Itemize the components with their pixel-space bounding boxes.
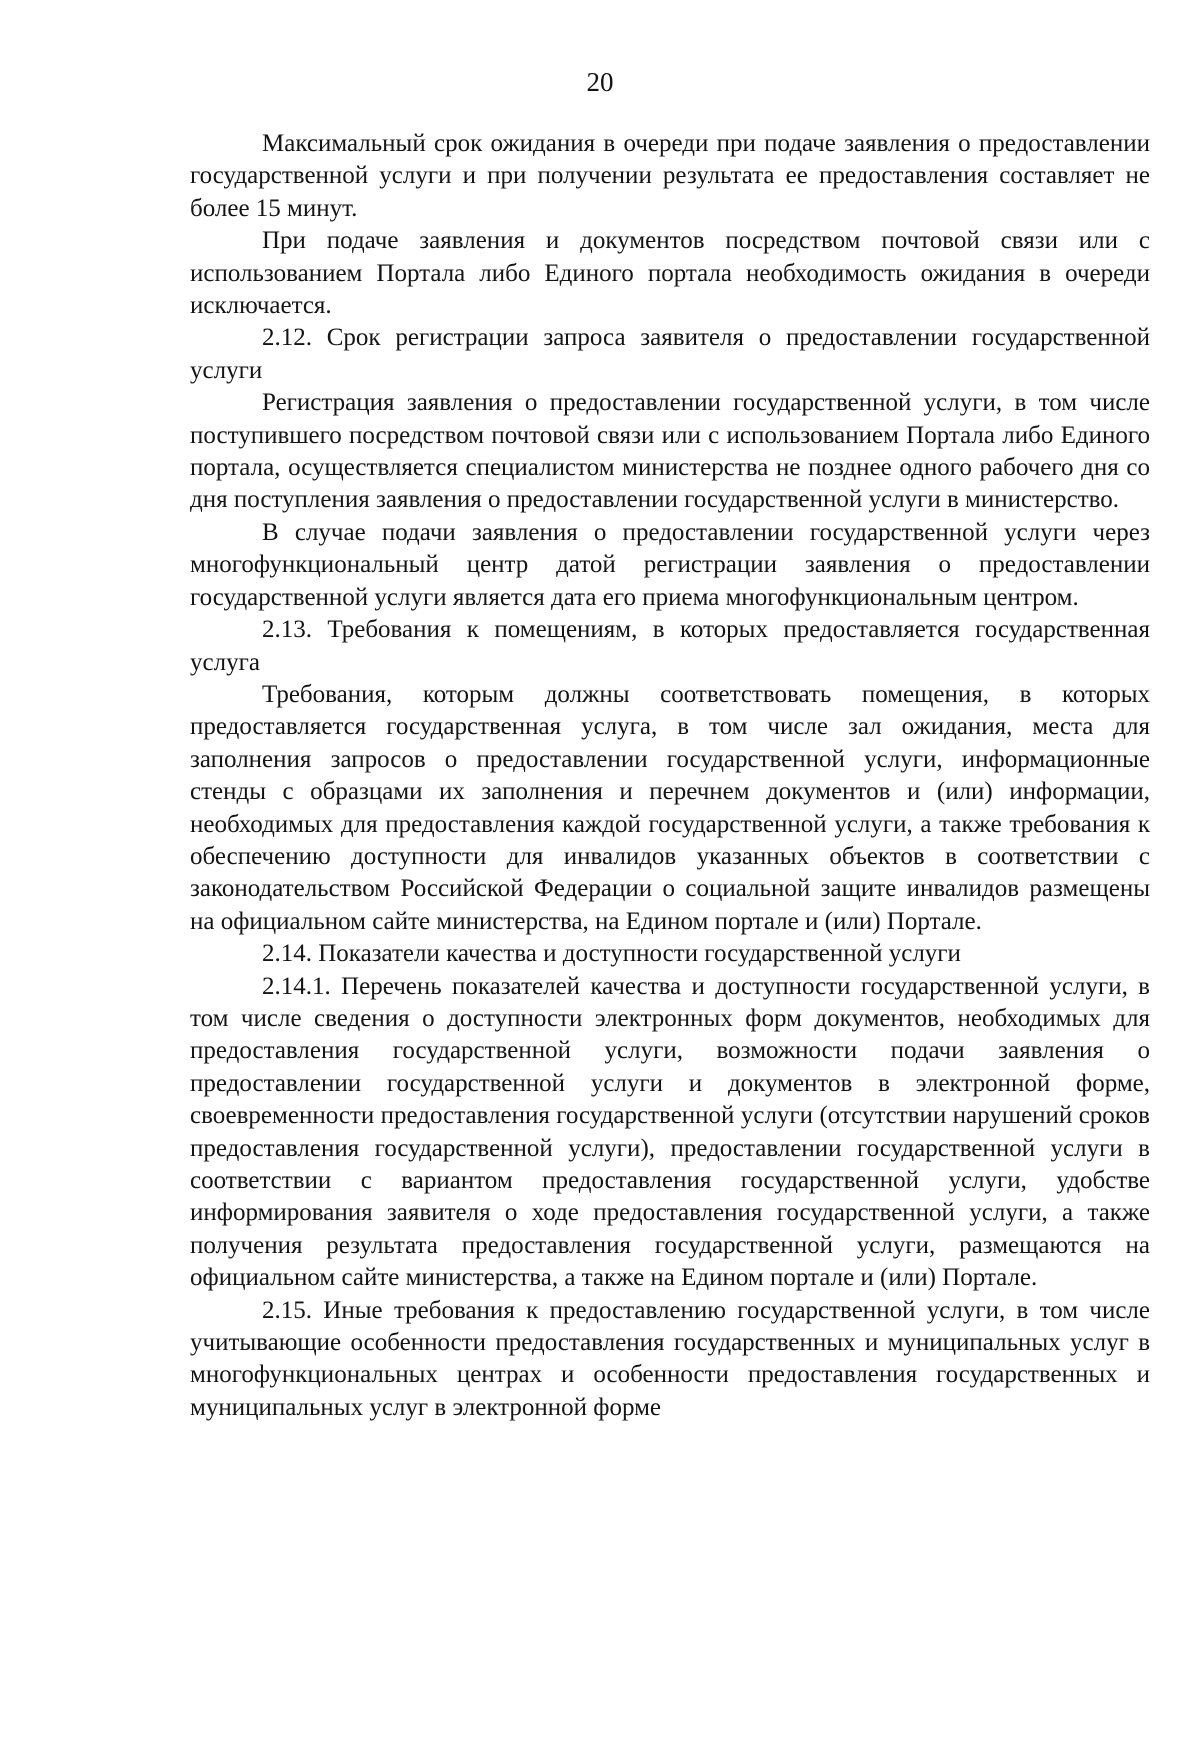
- paragraph-no-queue: При подаче заявления и документов посредством почтовой связи или с использованием Портала либо Единого портала необходимость ожидания в очереди исключается.: [190, 227, 1150, 320]
- paragraph-waiting-time: Максимальный срок ожидания в очереди при подаче заявления о предоставлении государственной услуги и при получении результата ее предоставления составляет не более 15 минут.: [190, 130, 1150, 222]
- page-number: 20: [586, 67, 614, 97]
- section-heading-2-15: 2.15. Иные требования к предоставлению государственной услуги, в том числе учитывающие особенности предоставления государственных и муниципальных услуг в многофункциональных центрах и особенности предоставления государственных и муниципальных услуг в электронной форме: [190, 1296, 1150, 1421]
- paragraph-2-14-1: 2.14.1. Перечень показателей качества и доступности государственной услуги, в том числе сведения о доступности электронных форм документов, необходимых для предоставления государственной услуги, возможности подачи заявления о предоставлении государственной услуги и документов в электронной форме, своевременности предоставления государственной услуги (отсутствии нарушений сроков предоставления государственной услуги), предоставлении государственной услуги в соответствии с вариантом предоставления государственной услуги, удобстве информирования заявителя о ходе предоставления государственной услуги, а также получения результата предоставления государственной услуги, размещаются на официальном сайте министерства, а также на Едином портале и (или) Портале.: [190, 972, 1150, 1292]
- paragraph-mfc-registration: В случае подачи заявления о предоставлении государственной услуги через многофункциональный центр датой регистрации заявления о предоставлении государственной услуги является дата его приема многофункциональным центром.: [190, 518, 1150, 611]
- document-body: [190, 128, 1150, 1424]
- section-heading-2-14: 2.14. Показатели качества и доступности государственной услуги: [262, 940, 961, 968]
- section-heading-2-13: 2.13. Требования к помещениям, в которых предоставляется государственная услуга: [190, 616, 1150, 676]
- paragraph-premises-requirements: Требования, которым должны соответствовать помещения, в которых предоставляется государственная услуга, в том числе зал ожидания, места для заполнения запросов о предоставлении государственной услуги, информационные стенды с образцами их заполнения и перечнем документов и (или) информации, необходимых для предоставления каждой государственной услуги, а также требования к обеспечению доступности для инвалидов указанных объектов в соответствии с законодательством Российской Федерации о социальной защите инвалидов размещены на официальном сайте министерства, на Едином портале и (или) Портале.: [190, 680, 1150, 935]
- section-heading-2-12: 2.12. Срок регистрации запроса заявителя о предоставлении государственной услуги: [190, 324, 1150, 384]
- paragraph-registration: Регистрация заявления о предоставлении государственной услуги, в том числе поступившего посредством почтовой связи или с использованием Портала либо Единого портала, осуществляется специалистом министерства не позднее одного рабочего дня со дня поступления заявления о предоставлении государственной услуги в министерство.: [190, 389, 1150, 514]
